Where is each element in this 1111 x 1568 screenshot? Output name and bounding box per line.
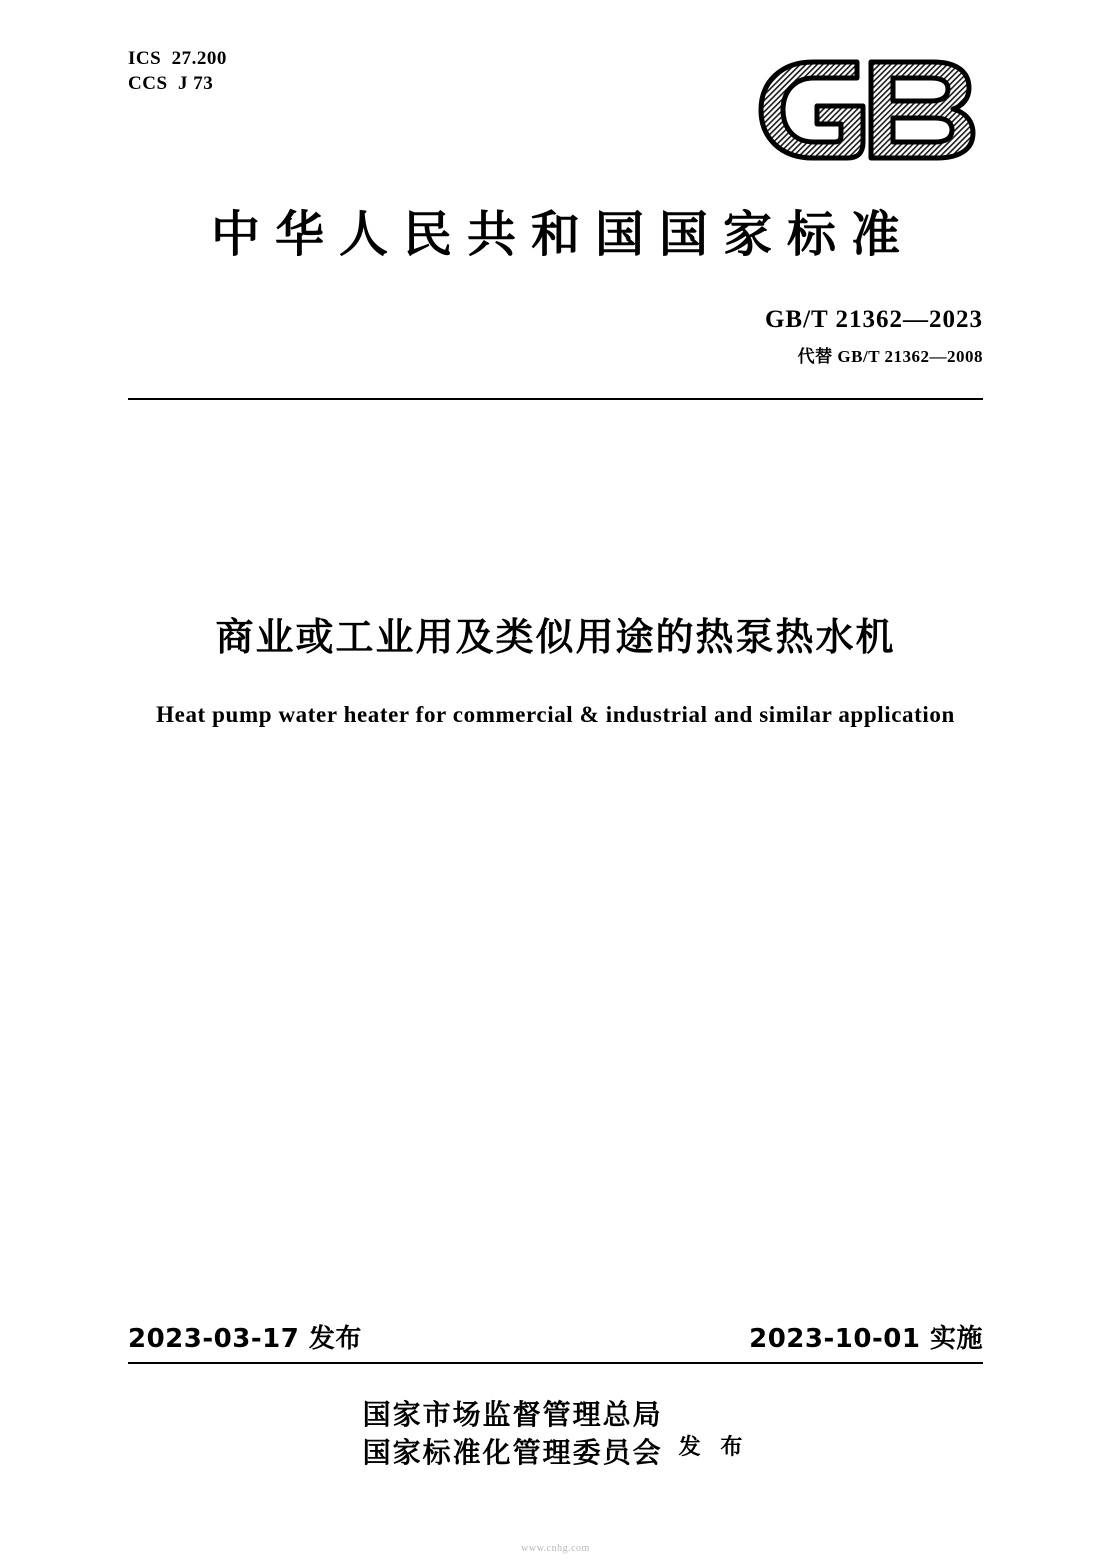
ics-code: ICS 27.200	[128, 48, 227, 69]
header-divider	[128, 398, 983, 400]
watermark-text: www.cnhg.com	[521, 1543, 590, 1554]
national-standard-heading: 中华人民共和国国家标准	[210, 206, 915, 263]
document-title-chinese: 商业或工业用及类似用途的热泵热水机	[215, 615, 896, 659]
publisher-verb: 发 布	[678, 1434, 749, 1460]
ccs-code: CCS J 73	[128, 73, 214, 94]
publisher-block	[0, 1396, 1111, 1472]
classification-codes	[128, 46, 227, 96]
publisher-line-1: 国家市场监督管理总局	[362, 1398, 663, 1431]
standard-replaces: 代替 GB/T 21362—2008	[797, 347, 983, 366]
document-title-english: Heat pump water heater for commercial & industrial and similar application	[156, 702, 955, 727]
issue-date: 2023-03-17 发布	[128, 1324, 362, 1354]
publisher-line-2: 国家标准化管理委员会	[362, 1436, 663, 1469]
gb-emblem-icon	[751, 56, 983, 164]
effective-date: 2023-10-01 实施	[749, 1324, 983, 1354]
publisher-names	[363, 1396, 663, 1472]
standard-number: GB/T 21362—2023	[764, 306, 983, 333]
footer-divider	[128, 1362, 983, 1364]
